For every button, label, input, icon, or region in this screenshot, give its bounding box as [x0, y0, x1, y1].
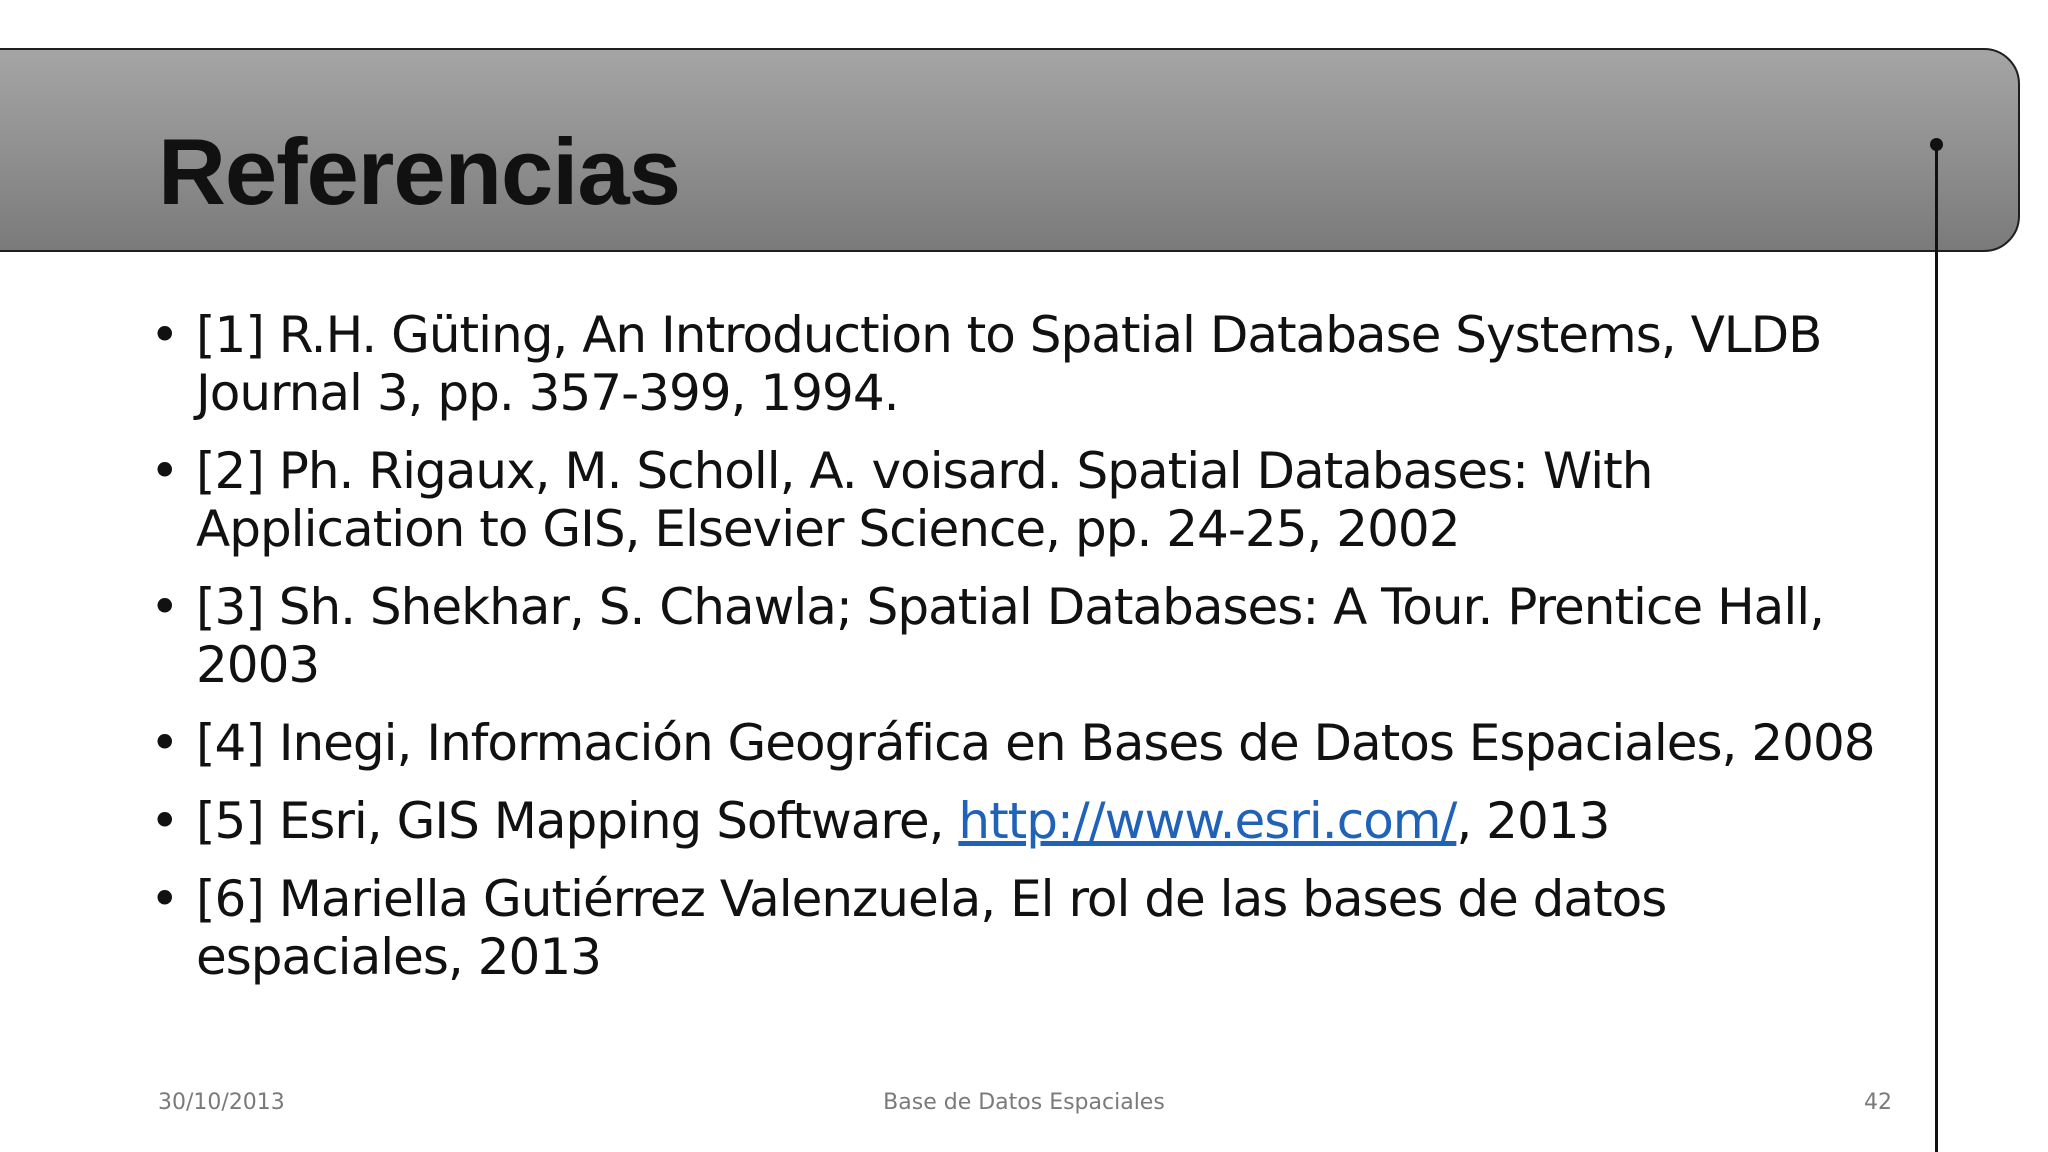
reference-text: [5] Esri, GIS Mapping Software, [196, 792, 959, 850]
references-list [150, 306, 1890, 1006]
footer-title: Base de Datos Espaciales [883, 1090, 1165, 1115]
esri-link[interactable]: http://www.esri.com/ [958, 792, 1457, 850]
reference-text: [4] Inegi, Información Geográfica en Bases de Datos Espaciales, 2008 [196, 714, 1875, 772]
reference-text: [1] R.H. Güting, An Introduction to Spatial Database Systems, VLDB Journal 3, pp. 357-399, 1994. [196, 306, 1822, 422]
reference-item [150, 870, 1890, 986]
vertical-rule-dot [1930, 138, 1943, 151]
footer-date: 30/10/2013 [158, 1090, 285, 1115]
bullet-icon: • [150, 792, 179, 850]
bullet-icon: • [150, 578, 179, 636]
reference-item [150, 792, 1890, 850]
page-number: 42 [1864, 1090, 1892, 1115]
reference-item [150, 306, 1890, 422]
bullet-icon: • [150, 306, 179, 364]
reference-item [150, 714, 1890, 772]
bullet-icon: • [150, 442, 179, 500]
bullet-icon: • [150, 714, 179, 772]
slide-title: Referencias [158, 119, 680, 224]
vertical-rule [1935, 144, 1938, 1152]
reference-text: [6] Mariella Gutiérrez Valenzuela, El rol de las bases de datos espaciales, 2013 [196, 870, 1667, 986]
bullet-icon: • [150, 870, 179, 928]
reference-text-suffix: , 2013 [1456, 792, 1610, 850]
reference-item [150, 442, 1890, 558]
reference-item [150, 578, 1890, 694]
reference-text: [3] Sh. Shekhar, S. Chawla; Spatial Databases: A Tour. Prentice Hall, 2003 [196, 578, 1824, 694]
reference-text: [2] Ph. Rigaux, M. Scholl, A. voisard. Spatial Databases: With Application to GIS, Elsevier Science, pp. 24-25, 2002 [196, 442, 1653, 558]
